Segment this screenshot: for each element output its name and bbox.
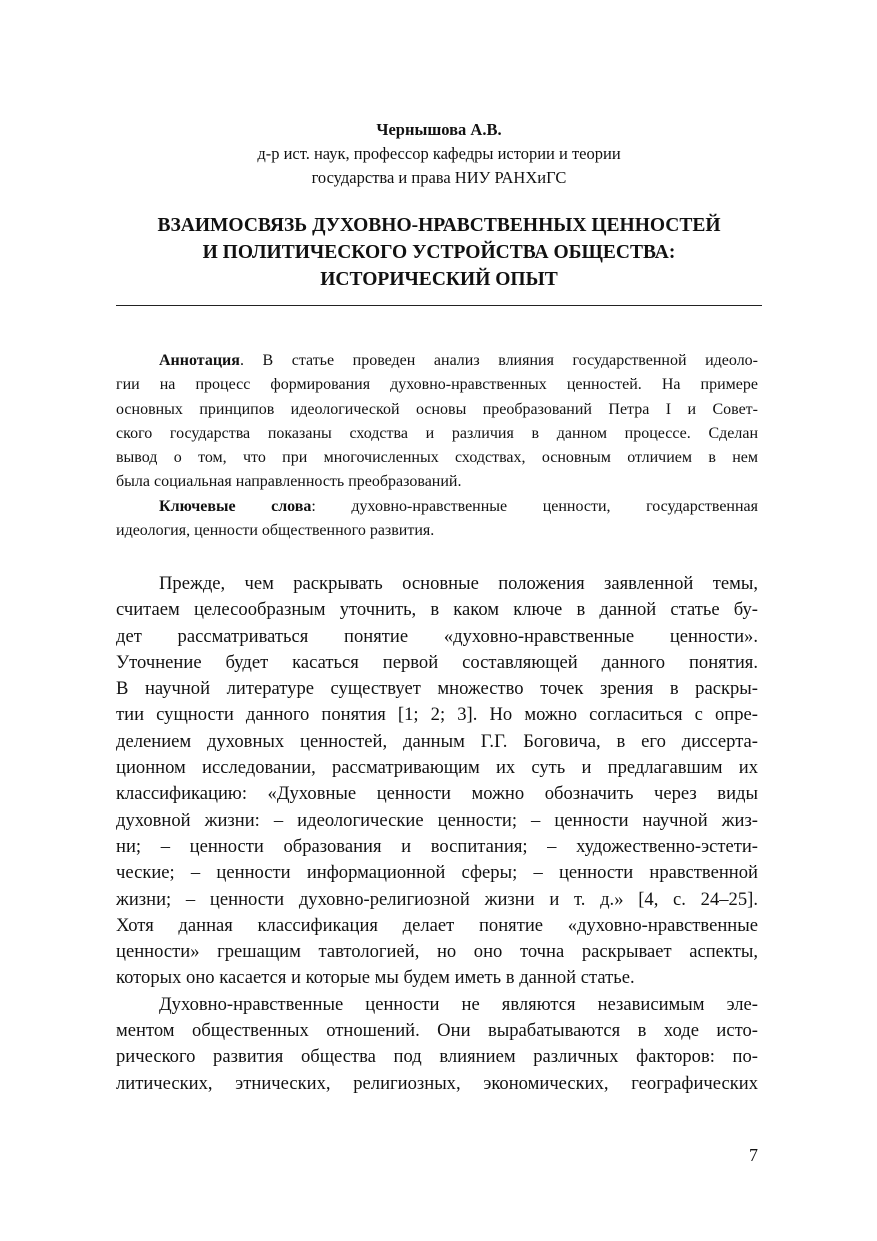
body-line: ценности» грешащим тавтологией, но оно точна раскрывает аспекты,	[116, 941, 758, 963]
body-line: ционном исследовании, рассматривающим их суть и предлагавшим их	[116, 757, 758, 779]
author-affiliation-line-1: д-р ист. наук, профессор кафедры истории и теории	[257, 144, 621, 163]
keywords-label: Ключевые слова	[159, 497, 312, 515]
abstract-line: вывод о том, что при многочисленных сходствах, основным отличием в нем	[116, 449, 758, 467]
author-name: Чернышова А.В.	[376, 120, 502, 139]
abstract-label: Аннотация	[159, 352, 240, 369]
abstract-line: гии на процесс формирования духовно-нравственных ценностей. На примере	[116, 376, 758, 394]
body-line: тии сущности данного понятия [1; 2; 3]. Но можно согласиться с опре-	[116, 704, 758, 726]
body-line: которых оно касается и которые мы будем иметь в данной статье.	[116, 967, 635, 989]
title-divider	[116, 305, 762, 306]
body-line: ментом общественных отношений. Они вырабатываются в ходе исто-	[116, 1020, 758, 1042]
body-paragraph-2	[116, 992, 758, 1097]
author-affiliation-line-2: государства и права НИУ РАНХиГС	[311, 168, 567, 187]
abstract-line: ского государства показаны сходства и различия в данном процессе. Сделан	[116, 424, 758, 442]
body-line: жизни; – ценности духовно-религиозной жизни и т. д.» [4, с. 24–25].	[116, 888, 758, 910]
body-line: классификацию: «Духовные ценности можно обозначить через виды	[116, 783, 758, 805]
body-line: дет рассматриваться понятие «духовно-нравственные ценности».	[116, 625, 758, 647]
article-title	[116, 212, 762, 293]
keywords-line: Ключевые слова: духовно-нравственные ценности, государственная	[159, 497, 759, 515]
body-paragraph-1	[116, 571, 758, 992]
keywords-paragraph	[116, 495, 758, 544]
abstract-section	[116, 349, 758, 543]
body-line: Хотя данная классификация делает понятие «духовно-нравственные	[116, 914, 758, 936]
body-line: считаем целесообразным уточнить, в каком ключе в данной статье бу-	[116, 599, 758, 621]
abstract-paragraph	[116, 349, 758, 495]
article-body	[116, 571, 758, 1097]
body-line: духовной жизни: – идеологические ценности; – ценности научной жиз-	[116, 809, 758, 831]
body-line: Духовно-нравственные ценности не являются независимым эле-	[159, 993, 758, 1015]
body-line: Уточнение будет касаться первой составляющей данного понятия.	[116, 651, 758, 673]
body-line: Прежде, чем раскрывать основные положения заявленной темы,	[159, 573, 758, 594]
title-line-3: ИСТОРИЧЕСКИЙ ОПЫТ	[320, 269, 558, 290]
body-line: рического развития общества под влиянием различных факторов: по-	[116, 1046, 758, 1068]
title-line-1: ВЗАИМОСВЯЗЬ ДУХОВНО-НРАВСТВЕННЫХ ЦЕННОСТЕЙ	[157, 215, 721, 236]
body-line: В научной литературе существует множество точек зрения в раскры-	[116, 678, 758, 700]
keywords-line: идеология, ценности общественного развития.	[116, 522, 435, 540]
body-line: ческие; – ценности информационной сферы; – ценности нравственной	[116, 862, 758, 884]
body-line: ни; – ценности образования и воспитания; – художественно-эстети-	[116, 835, 758, 857]
abstract-line: Аннотация. В статье проведен анализ влияния государственной идеоло-	[159, 352, 758, 369]
abstract-line: была социальная направленность преобразований.	[116, 473, 462, 491]
page-number: 7	[749, 1145, 758, 1165]
body-line: литических, этнических, религиозных, экономических, географических	[116, 1072, 758, 1094]
title-line-2: И ПОЛИТИЧЕСКОГО УСТРОЙСТВА ОБЩЕСТВА:	[202, 242, 676, 263]
author-block	[116, 118, 762, 190]
body-line: делением духовных ценностей, данным Г.Г. Боговича, в его диссерта-	[116, 730, 758, 752]
abstract-line: основных принципов идеологической основы преобразований Петра I и Совет-	[116, 400, 758, 418]
